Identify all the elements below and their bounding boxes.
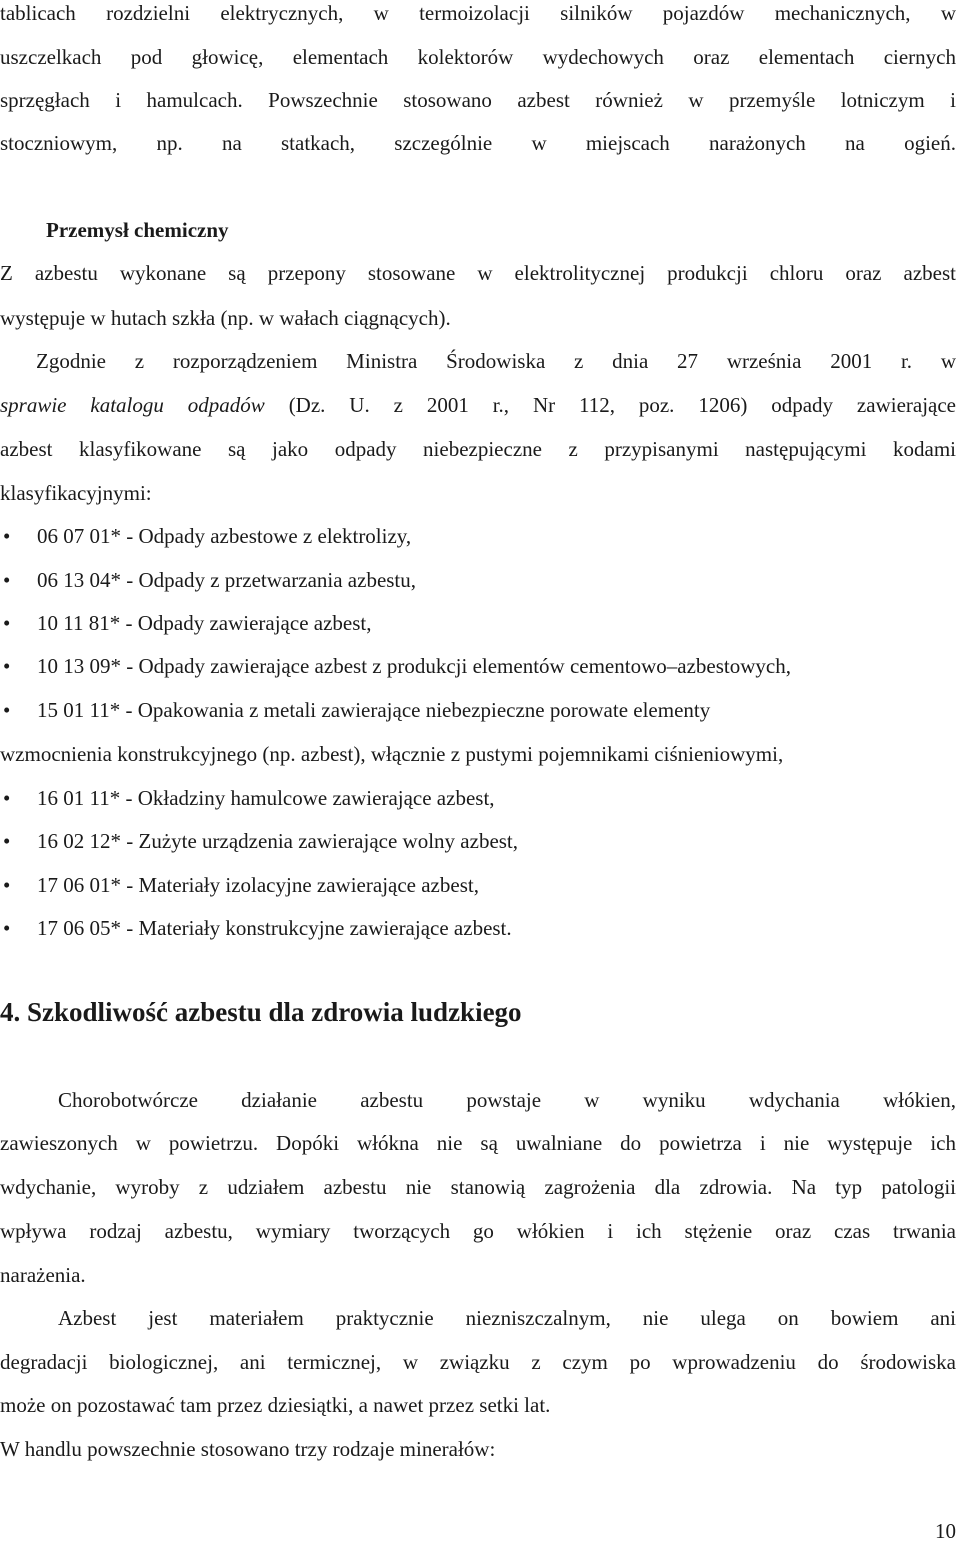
paragraph-line: stoczniowym, np. na statkach, szczególnie w miejscach narażonych na ogień. — [0, 131, 956, 155]
section-heading: 4. Szkodliwość azbestu dla zdrowia ludzkiego — [0, 997, 522, 1027]
paragraph-line: Zgodnie z rozporządzeniem Ministra Środowiska z dnia 27 września 2001 r. w — [36, 349, 956, 373]
list-item-text: 16 02 12* - Zużyte urządzenia zawierające wolny azbest, — [37, 829, 519, 853]
paragraph-line: klasyfikacyjnymi: — [0, 481, 152, 505]
subsection-heading: Przemysł chemiczny — [46, 218, 229, 242]
list-item-continuation: wzmocnienia konstrukcyjnego (np. azbest), włącznie z pustymi pojemnikami ciśnieniowymi, — [0, 742, 784, 766]
paragraph-line: wpływa rodzaj azbestu, wymiary tworzących go włókien i ich stężenie oraz czas trwania — [0, 1219, 956, 1243]
bullet-icon: • — [3, 654, 11, 678]
paragraph-line: zawieszonych w powietrzu. Dopóki włókna nie są uwalniane do powietrza i nie występuje ich — [0, 1131, 956, 1155]
list-item-text: 06 13 04* - Odpady z przetwarzania azbestu, — [37, 568, 417, 592]
paragraph-line: Azbest jest materiałem praktycznie niezniszczalnym, nie ulega on bowiem ani — [58, 1306, 956, 1330]
citation-text: (Dz. U. z 2001 r., Nr 112, poz. 1206) odpady zawierające — [264, 393, 956, 417]
paragraph-line: tablicach rozdzielni elektrycznych, w termoizolacji silników pojazdów mechanicznych, w — [0, 1, 956, 25]
paragraph-line: wdychanie, wyroby z udziałem azbestu nie stanowią zagrożenia dla zdrowia. Na typ patologii — [0, 1175, 956, 1199]
list-item-text: 15 01 11* - Opakowania z metali zawierające niebezpieczne porowate elementy — [37, 698, 711, 722]
bullet-icon: • — [3, 568, 11, 592]
bullet-icon: • — [3, 829, 11, 853]
bullet-icon: • — [3, 524, 11, 548]
bullet-icon: • — [3, 611, 11, 635]
bullet-icon: • — [3, 916, 11, 940]
paragraph-line: uszczelkach pod głowicę, elementach kolektorów wydechowych oraz elementach ciernych — [0, 45, 956, 69]
page-number: 10 — [935, 1519, 956, 1543]
bullet-icon: • — [3, 786, 11, 810]
paragraph-line: może on pozostawać tam przez dziesiątki, a nawet przez setki lat. — [0, 1393, 551, 1417]
paragraph-line: występuje w hutach szkła (np. w wałach ciągnących). — [0, 306, 451, 330]
bullet-icon: • — [3, 698, 11, 722]
paragraph-line: degradacji biologicznej, ani termicznej, w związku z czym po wprowadzeniu do środowiska — [0, 1350, 956, 1374]
list-item-text: 17 06 05* - Materiały konstrukcyjne zawierające azbest. — [37, 916, 512, 940]
italic-title: sprawie katalogu odpadów — [0, 393, 265, 417]
bullet-icon: • — [3, 873, 11, 897]
paragraph-line: W handlu powszechnie stosowano trzy rodzaje minerałów: — [0, 1437, 496, 1461]
paragraph-line: Z azbestu wykonane są przepony stosowane w elektrolitycznej produkcji chloru oraz azbest — [0, 261, 956, 285]
list-item-text: 17 06 01* - Materiały izolacyjne zawierające azbest, — [37, 873, 479, 897]
list-item-text: 10 13 09* - Odpady zawierające azbest z produkcji elementów cementowo–azbestowych, — [37, 654, 791, 678]
paragraph-line: narażenia. — [0, 1263, 86, 1287]
list-item-text: 06 07 01* - Odpady azbestowe z elektrolizy, — [37, 524, 412, 548]
paragraph-line — [0, 392, 956, 418]
paragraph-line: Chorobotwórcze działanie azbestu powstaje w wyniku wdychania włókien, — [58, 1088, 956, 1112]
paragraph-line: sprzęgłach i hamulcach. Powszechnie stosowano azbest również w przemyśle lotniczym i — [0, 88, 956, 112]
list-item-text: 16 01 11* - Okładziny hamulcowe zawierające azbest, — [37, 786, 495, 810]
paragraph-line: azbest klasyfikowane są jako odpady niebezpieczne z przypisanymi następującymi kodami — [0, 437, 956, 461]
list-item-text: 10 11 81* - Odpady zawierające azbest, — [37, 611, 372, 635]
